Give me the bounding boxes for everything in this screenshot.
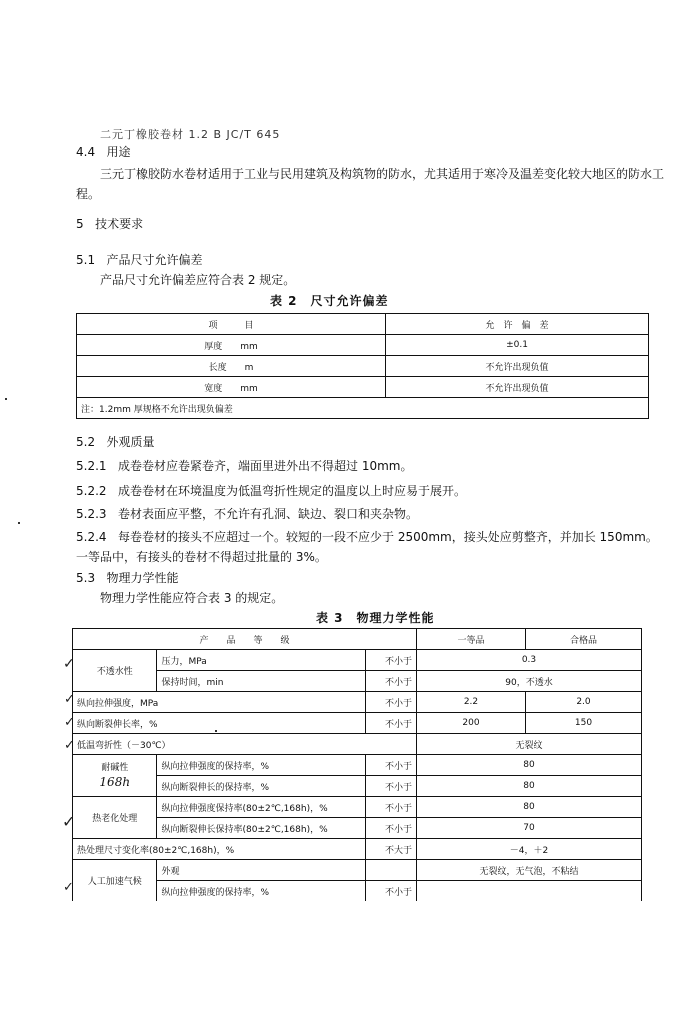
- page-cut-mask: [0, 901, 688, 1024]
- table-row: [73, 713, 642, 734]
- table-cell: 纵向拉伸强度，MPa: [73, 692, 366, 713]
- table-cell: 纵向拉伸强度的保持率，%: [157, 881, 365, 902]
- table-cell: ±0.1: [386, 335, 649, 356]
- table-cell: 不小于: [365, 692, 416, 713]
- table-cell: 热处理尺寸变化率(80±2℃,168h)，%: [73, 839, 366, 860]
- section-5-2-4: [76, 527, 666, 567]
- table-row: [73, 797, 642, 818]
- section-number: 5.2.2: [76, 484, 107, 498]
- section-text: 卷材表面应平整，不允许有孔洞、缺边、裂口和夹杂物。: [118, 507, 419, 521]
- table-cell: 无裂纹，无气泡，不粘结: [417, 860, 642, 881]
- table-cell: [417, 881, 642, 902]
- table-cell: 150: [526, 713, 642, 734]
- table-cell: 80: [417, 755, 642, 776]
- table-cell: 不大于: [365, 839, 416, 860]
- scan-speck: [215, 730, 217, 732]
- section-number: 5.2.3: [76, 507, 107, 521]
- check-mark: ✓: [64, 715, 75, 730]
- section-number: 5.2.4: [76, 530, 107, 544]
- table-cell: 2.0: [526, 692, 642, 713]
- table-cell: 不小于: [365, 671, 416, 692]
- scan-speck: [5, 398, 7, 400]
- table-cell: [365, 860, 416, 881]
- section-title: 外观质量: [106, 435, 155, 449]
- table-cell: 不小于: [365, 650, 416, 671]
- table-row: [77, 377, 649, 398]
- table-2-head-tol: 允 许 偏 差: [386, 314, 649, 335]
- group-heat: 热老化处理: [73, 797, 157, 839]
- table-3-head-pass: 合格品: [526, 629, 642, 650]
- section-text: 成卷卷材在环境温度为低温弯折性规定的温度以上时应易于展开。: [118, 484, 467, 498]
- table-cell: 长度 m: [77, 356, 386, 377]
- table-2: [76, 313, 649, 419]
- table-2-head-item: 项 目: [77, 314, 386, 335]
- table-row: [73, 818, 642, 839]
- table-cell: 纵向断裂伸长保持率(80±2℃,168h)，%: [157, 818, 365, 839]
- section-number: 5.1: [76, 253, 96, 267]
- section-5-2-1: [76, 456, 412, 476]
- section-number: 5.2: [76, 435, 96, 449]
- group-artificial: 人工加速气候: [73, 860, 157, 902]
- section-title: 用途: [106, 145, 131, 159]
- table-cell: 2.2: [417, 692, 526, 713]
- table-row: [73, 839, 642, 860]
- table-cell: 纵向拉伸强度的保持率，%: [157, 755, 365, 776]
- check-mark: ✓: [63, 656, 75, 672]
- table-cell: 不允许出现负值: [386, 377, 649, 398]
- table-2-caption: 表 2 尺寸允许偏差: [270, 294, 389, 308]
- table-cell: 200: [417, 713, 526, 734]
- table-row: [73, 881, 642, 902]
- table-cell: 纵向断裂伸长的保持率，%: [157, 776, 365, 797]
- scan-speck: [18, 522, 20, 524]
- section-5-2-heading: [76, 432, 155, 452]
- table-row: [77, 356, 649, 377]
- table-cell: 不小于: [365, 881, 416, 902]
- table-cell: 80: [417, 776, 642, 797]
- table-cell: 纵向断裂伸长率，%: [73, 713, 366, 734]
- table-row: [73, 650, 642, 671]
- table-cell: 不小于: [365, 797, 416, 818]
- section-text: 每卷卷材的接头不应超过一个。较短的一段不应少于 2500mm，接头处应剪整齐，并加长 150mm。一等品中，有接头的卷材不得超过批量的 3%。: [76, 530, 658, 564]
- header-cut-text: 二元丁橡胶卷材 1.2 B JC/T 645: [100, 128, 281, 141]
- section-5-1-text: 产品尺寸允许偏差应符合表 2 规定。: [100, 273, 296, 287]
- table-cell: 90，不透水: [417, 671, 642, 692]
- table-row: [73, 692, 642, 713]
- section-5-3-heading: [76, 568, 179, 588]
- table-cell: 不小于: [365, 713, 416, 734]
- section-text: 成卷卷材应卷紧卷齐，端面里进外出不得超过 10mm。: [118, 459, 413, 473]
- table-cell: 不小于: [365, 818, 416, 839]
- section-title: 产品尺寸允许偏差: [106, 253, 203, 267]
- section-5-2-2: [76, 481, 466, 501]
- table-row: [73, 860, 642, 881]
- table-row: [73, 734, 642, 755]
- table-cell: 低温弯折性（－30℃）: [73, 734, 417, 755]
- table-cell: 宽度 mm: [77, 377, 386, 398]
- section-4-4-heading: [76, 142, 131, 162]
- group-water: 不透水性: [73, 650, 157, 692]
- check-mark: ✓: [62, 812, 76, 831]
- section-5-1-heading: [76, 250, 203, 270]
- table-3: [72, 628, 642, 902]
- section-number: 5.3: [76, 571, 96, 585]
- table-cell: 纵向拉伸强度保持率(80±2℃,168h)，%: [157, 797, 365, 818]
- table-3-head-grade: 产 品 等 级: [73, 629, 417, 650]
- section-title: 物理力学性能: [106, 571, 179, 585]
- table-cell: 不小于: [365, 755, 416, 776]
- table-cell: 0.3: [417, 650, 642, 671]
- table-row: [73, 755, 642, 776]
- table-cell: 无裂纹: [417, 734, 642, 755]
- table-cell: 不允许出现负值: [386, 356, 649, 377]
- table-row: [73, 776, 642, 797]
- table-cell: －4，＋2: [417, 839, 642, 860]
- check-mark: ✓: [64, 692, 75, 707]
- section-4-4-text: 三元丁橡胶防水卷材适用于工业与民用建筑及构筑物的防水，尤其适用于寒冷及温差变化较大地区的防水工程。: [76, 167, 665, 201]
- table-cell: 80: [417, 797, 642, 818]
- group-alkali: [73, 755, 157, 797]
- section-5-2-3: [76, 504, 418, 524]
- table-cell: 厚度 mm: [77, 335, 386, 356]
- check-mark: ✓: [63, 880, 74, 895]
- handwritten-note: 168h: [99, 774, 131, 789]
- table-row: [77, 335, 649, 356]
- table-row: [77, 398, 649, 419]
- table-cell: 压力，MPa: [157, 650, 365, 671]
- section-number: 5: [76, 217, 84, 231]
- table-cell: 外观: [157, 860, 365, 881]
- table-row: [73, 671, 642, 692]
- table-cell: 保持时间，min: [157, 671, 365, 692]
- section-5-heading: [76, 214, 143, 234]
- table-2-note: 注：1.2mm 厚规格不允许出现负偏差: [77, 398, 649, 419]
- section-title: 技术要求: [95, 217, 144, 231]
- table-cell: 不小于: [365, 776, 416, 797]
- section-number: 4.4: [76, 145, 96, 159]
- section-5-3-text: 物理力学性能应符合表 3 的规定。: [100, 591, 284, 605]
- table-3-caption: 表 3 物理力学性能: [316, 611, 435, 625]
- check-mark: ✓: [64, 738, 75, 753]
- group-alkali-label: 耐碱性: [101, 762, 129, 773]
- table-3-head-first: 一等品: [417, 629, 526, 650]
- table-cell: 70: [417, 818, 642, 839]
- section-number: 5.2.1: [76, 459, 107, 473]
